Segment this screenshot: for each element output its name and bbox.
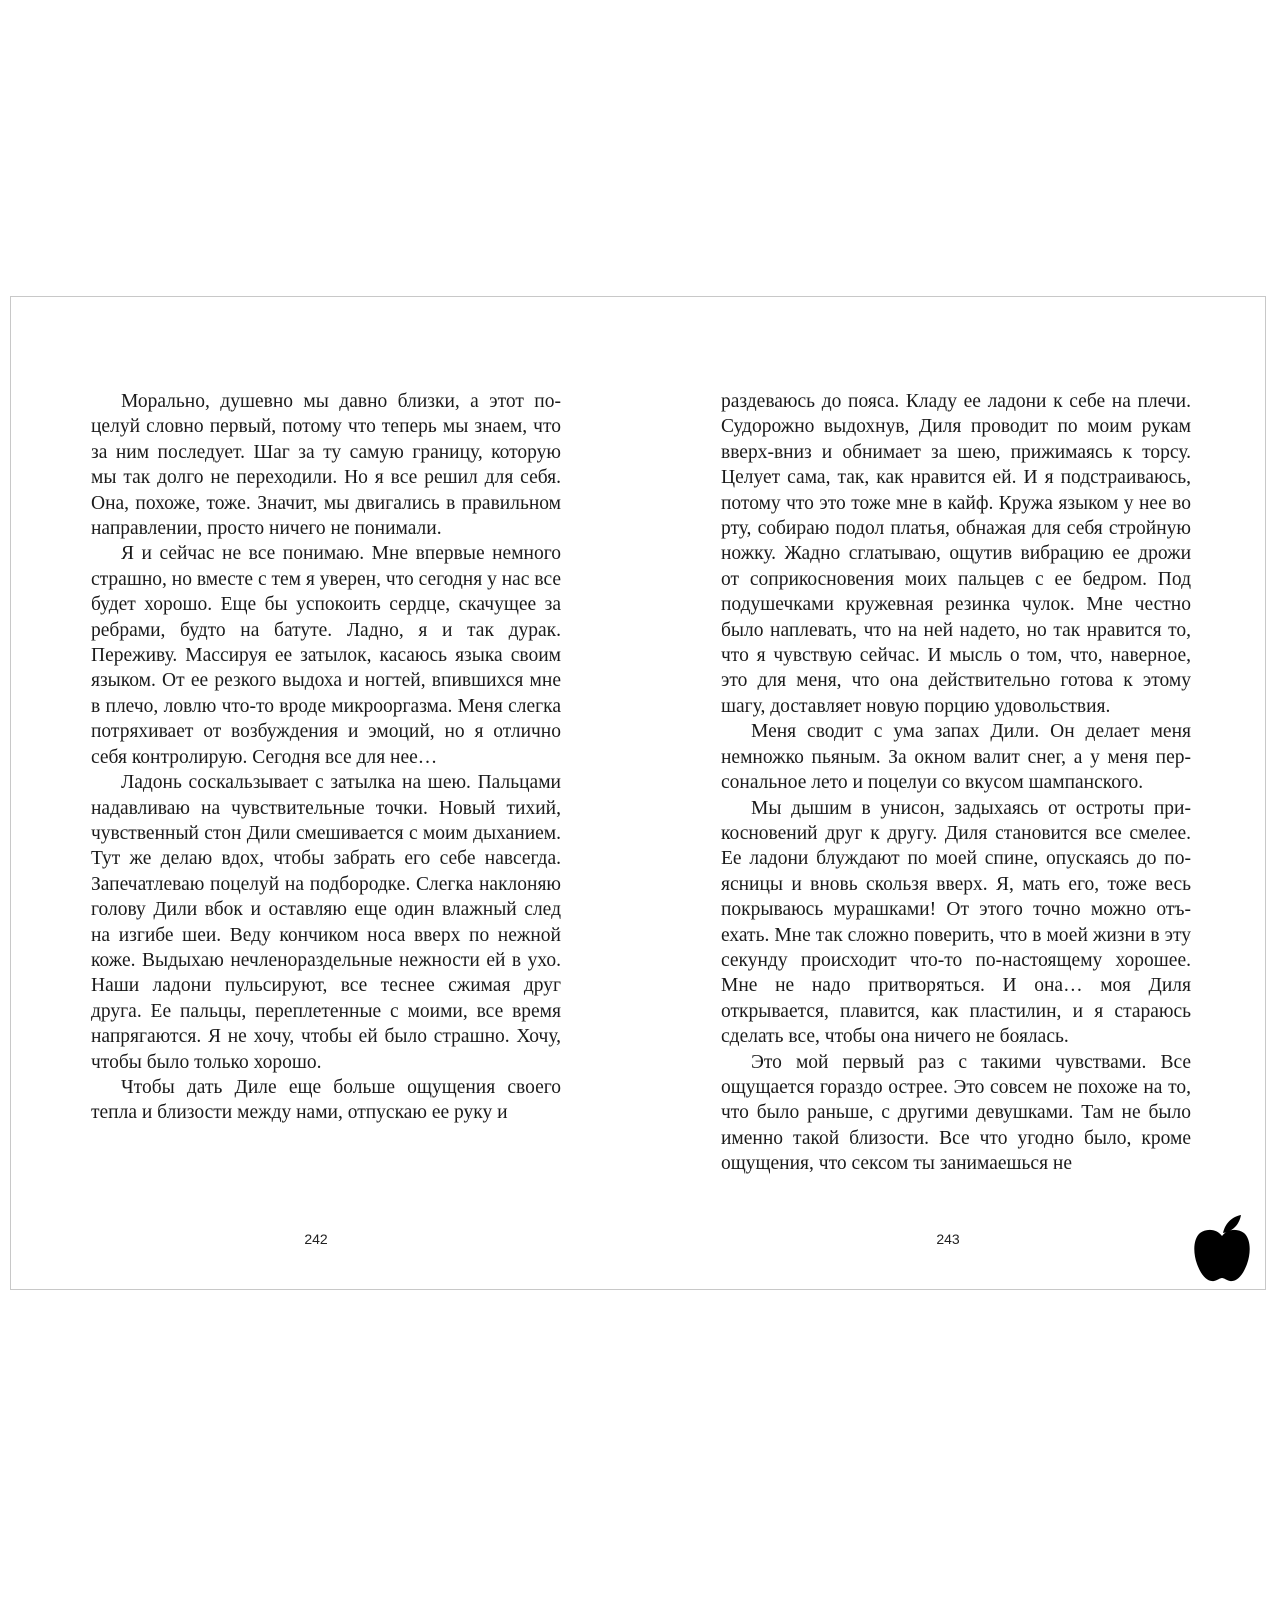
left-paragraph-4: Чтобы дать Диле еще больше ощущения своего тепла и близости между нами, отпускаю ее руку и [91, 1076, 561, 1124]
right-page [721, 389, 1191, 1177]
right-paragraph-2: Меня сводит с ума запах Дили. Он делает меня немножко пьяным. За окном валит снег, а у меня персональное лето и поцелуи со вкусом шампанского. [721, 721, 1191, 794]
apple-icon [1194, 1213, 1250, 1283]
left-page-number: 242 [304, 1231, 328, 1247]
book-spread [10, 296, 1266, 1290]
left-paragraph-1: Морально, душевно мы давно близки, а этот поцелуй словно первый, потому что теперь мы знаем, что за ним последует. Шаг за ту самую границу, которую мы так долго не переходили. Но я все решил для себя. Она, похоже, тоже. Значит, мы двигались в правильном направлении, просто ничего не понимали. [91, 391, 561, 540]
right-paragraph-4: Это мой первый раз с такими чувствами. Все ощущается гораздо острее. Это совсем не похоже на то, что было раньше, с другими девушками. Там не было именно такой близости. Все что угодно было, кроме ощущения, что сексом ты занимаешься не [721, 1051, 1191, 1175]
right-paragraph-1: раздеваюсь до пояса. Кладу ее ладони к себе на плечи. Судорожно выдохнув, Диля проводит по моим рукам вверх-вниз и обнимает за шею, прижимаясь к торсу. Целует сама, так, как нравится ей. И я подстраиваюсь, потому что это тоже мне в кайф. Кружа языком у нее во рту, собираю подол платья, обнажая для себя стройную ножку. Жадно сглатываю, ощутив вибрацию ее дрожи от соприкосновения моих пальцев с ее бедром. Под подушечками кружевная резинка чулок. Мне честно было наплевать, что на ней надето, но так нравится то, что я чувствую сейчас. И мысль о том, что, наверное, это для меня, что она действительно готова к этому шагу, доставляет новую порцию удовольствия. [721, 391, 1191, 717]
left-paragraph-2: Я и сейчас не все понимаю. Мне впервые немного страшно, но вместе с тем я уверен, что сегодня у нас все будет хорошо. Еще бы успокоить сердце, скачущее за ребрами, будто на батуте. Ладно, я и так дурак. Переживу. Массируя ее затылок, касаюсь языка своим языком. От ее резкого выдоха и ногтей, впившихся мне в плечо, ловлю что-то вроде микрооргазма. Меня слегка потряхивает от возбуждения и эмоций, но я отлично себя контролирую. Сегодня все для нее… [91, 543, 561, 768]
left-page [91, 389, 561, 1126]
left-paragraph-3: Ладонь соскальзывает с затылка на шею. Пальцами надавливаю на чувствительные точки. Новый тихий, чувственный стон Дили смешивается с моим дыханием. Тут же делаю вдох, чтобы забрать его себе навсегда. Запечатлеваю поцелуй на подбородке. Слегка наклоняю голову Дили вбок и оставляю еще один влажный след на изгибе шеи. Веду кончиком носа вверх по нежной коже. Выдыхаю нечленораздельные нежности ей в ухо. Наши ладони пульсируют, все теснее сжимая друг друга. Ее пальцы, переплетенные с моими, все время напрягаются. Я не хочу, чтобы ей было страшно. Хочу, чтобы было только хорошо. [91, 772, 561, 1073]
right-page-number: 243 [936, 1231, 960, 1247]
right-paragraph-3: Мы дышим в унисон, задыхаясь от остроты прикосновений друг к другу. Диля становится все смелее. Ее ладони блуждают по моей спине, опускаясь до поясницы и вновь скользя вверх. Я, мать его, тоже весь покрываюсь мурашками! От этого точно можно отъехать. Мне так сложно поверить, что в моей жизни в эту секунду происходит что-то по-настоящему хорошее. Мне не надо притворяться. И она… моя Диля открывается, плавится, как пластилин, и я стараюсь сделать все, чтобы она ничего не боялась. [721, 797, 1191, 1048]
